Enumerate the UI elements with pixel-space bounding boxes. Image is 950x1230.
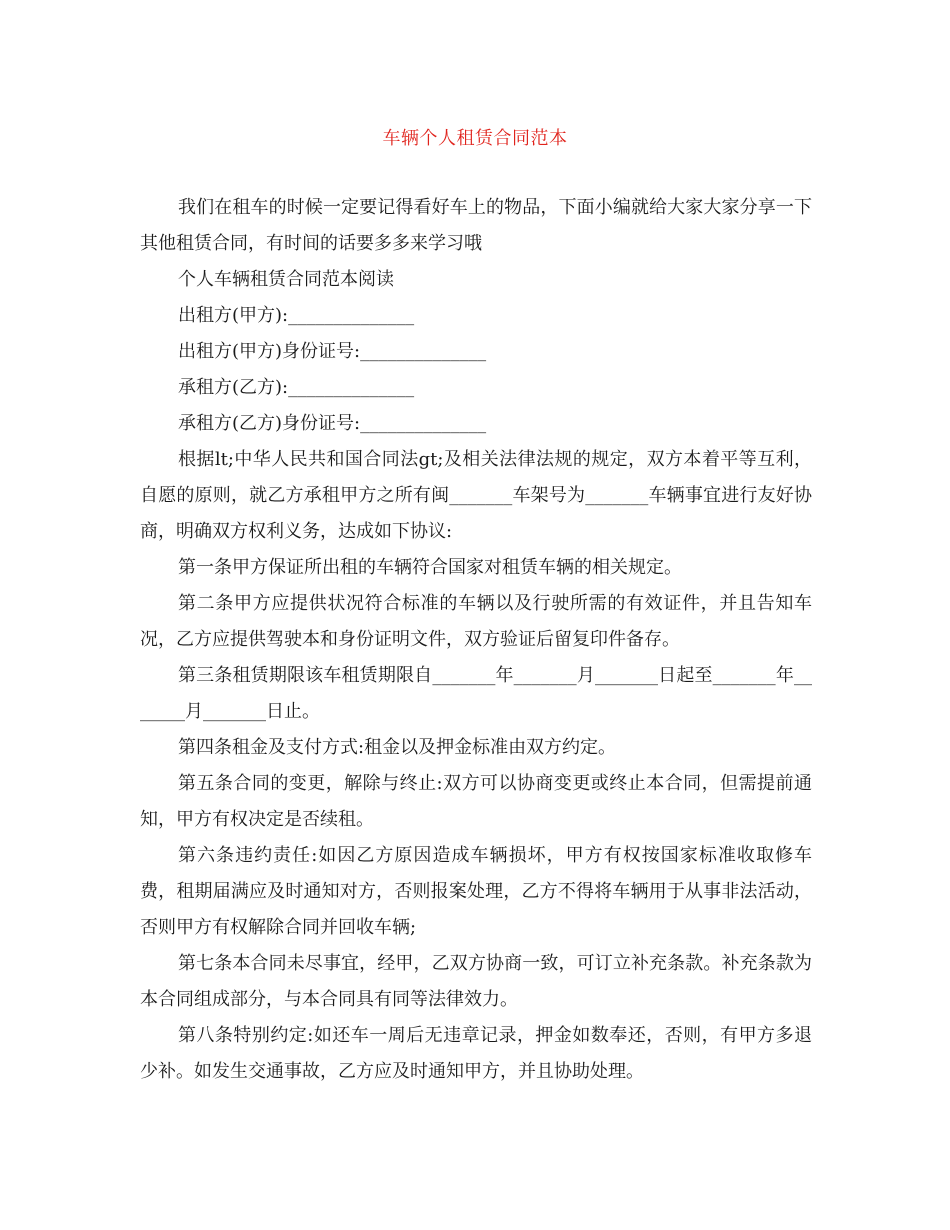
clause-8: 第八条特别约定:如还车一周后无违章记录，押金如数奉还，否则，有甲方多退少补。如发生交通事故，乙方应及时通知甲方，并且协助处理。 — [140, 1025, 812, 1082]
clause-7: 第七条本合同未尽事宜，经甲，乙双方协商一致，可订立补充条款。补充条款为本合同组成部分，与本合同具有同等法律效力。 — [140, 953, 812, 1010]
clause-6: 第六条违约责任:如因乙方原因造成车辆损坏，甲方有权按国家标准收取修车费，租期届满应及时通知对方，否则报案处理，乙方不得将车辆用于从事非法活动，否则甲方有权解除合同并回收车辆; — [140, 845, 812, 938]
clause-1: 第一条甲方保证所出租的车辆符合国家对租赁车辆的相关规定。 — [178, 557, 682, 578]
lessor-id-line: 出租方(甲方)身份证号:______________ — [178, 341, 487, 362]
clause-2: 第二条甲方应提供状况符合标准的车辆以及行驶所需的有效证件，并且告知车况，乙方应提供驾驶本和身份证明文件，双方验证后留复印件备存。 — [140, 593, 812, 650]
section-heading: 个人车辆租赁合同范本阅读 — [178, 269, 394, 290]
document-body — [140, 190, 812, 1090]
lessee-line: 承租方(乙方):______________ — [178, 377, 415, 398]
intro-paragraph: 我们在租车的时候一定要记得看好车上的物品，下面小编就给大家大家分享一下其他租赁合同，有时间的话要多多来学习哦 — [140, 197, 812, 254]
lessor-line: 出租方(甲方):______________ — [178, 305, 415, 326]
clause-5: 第五条合同的变更，解除与终止:双方可以协商变更或终止本合同，但需提前通知，甲方有权决定是否续租。 — [140, 773, 812, 830]
clause-3: 第三条租赁期限该车租赁期限自_______年_______月_______日起至_______年_______月_______日止。 — [140, 665, 812, 722]
document-title: 车辆个人租赁合同范本 — [382, 128, 568, 149]
clause-4: 第四条租金及支付方式:租金以及押金标准由双方约定。 — [178, 737, 617, 758]
preamble-paragraph: 根据lt;中华人民共和国合同法gt;及相关法律法规的规定，双方本着平等互利，自愿的原则，就乙方承租甲方之所有闽_______车架号为_______车辆事宜进行友好协商，明确双方权利义务，达成如下协议: — [140, 449, 812, 542]
lessee-id-line: 承租方(乙方)身份证号:______________ — [178, 413, 487, 434]
